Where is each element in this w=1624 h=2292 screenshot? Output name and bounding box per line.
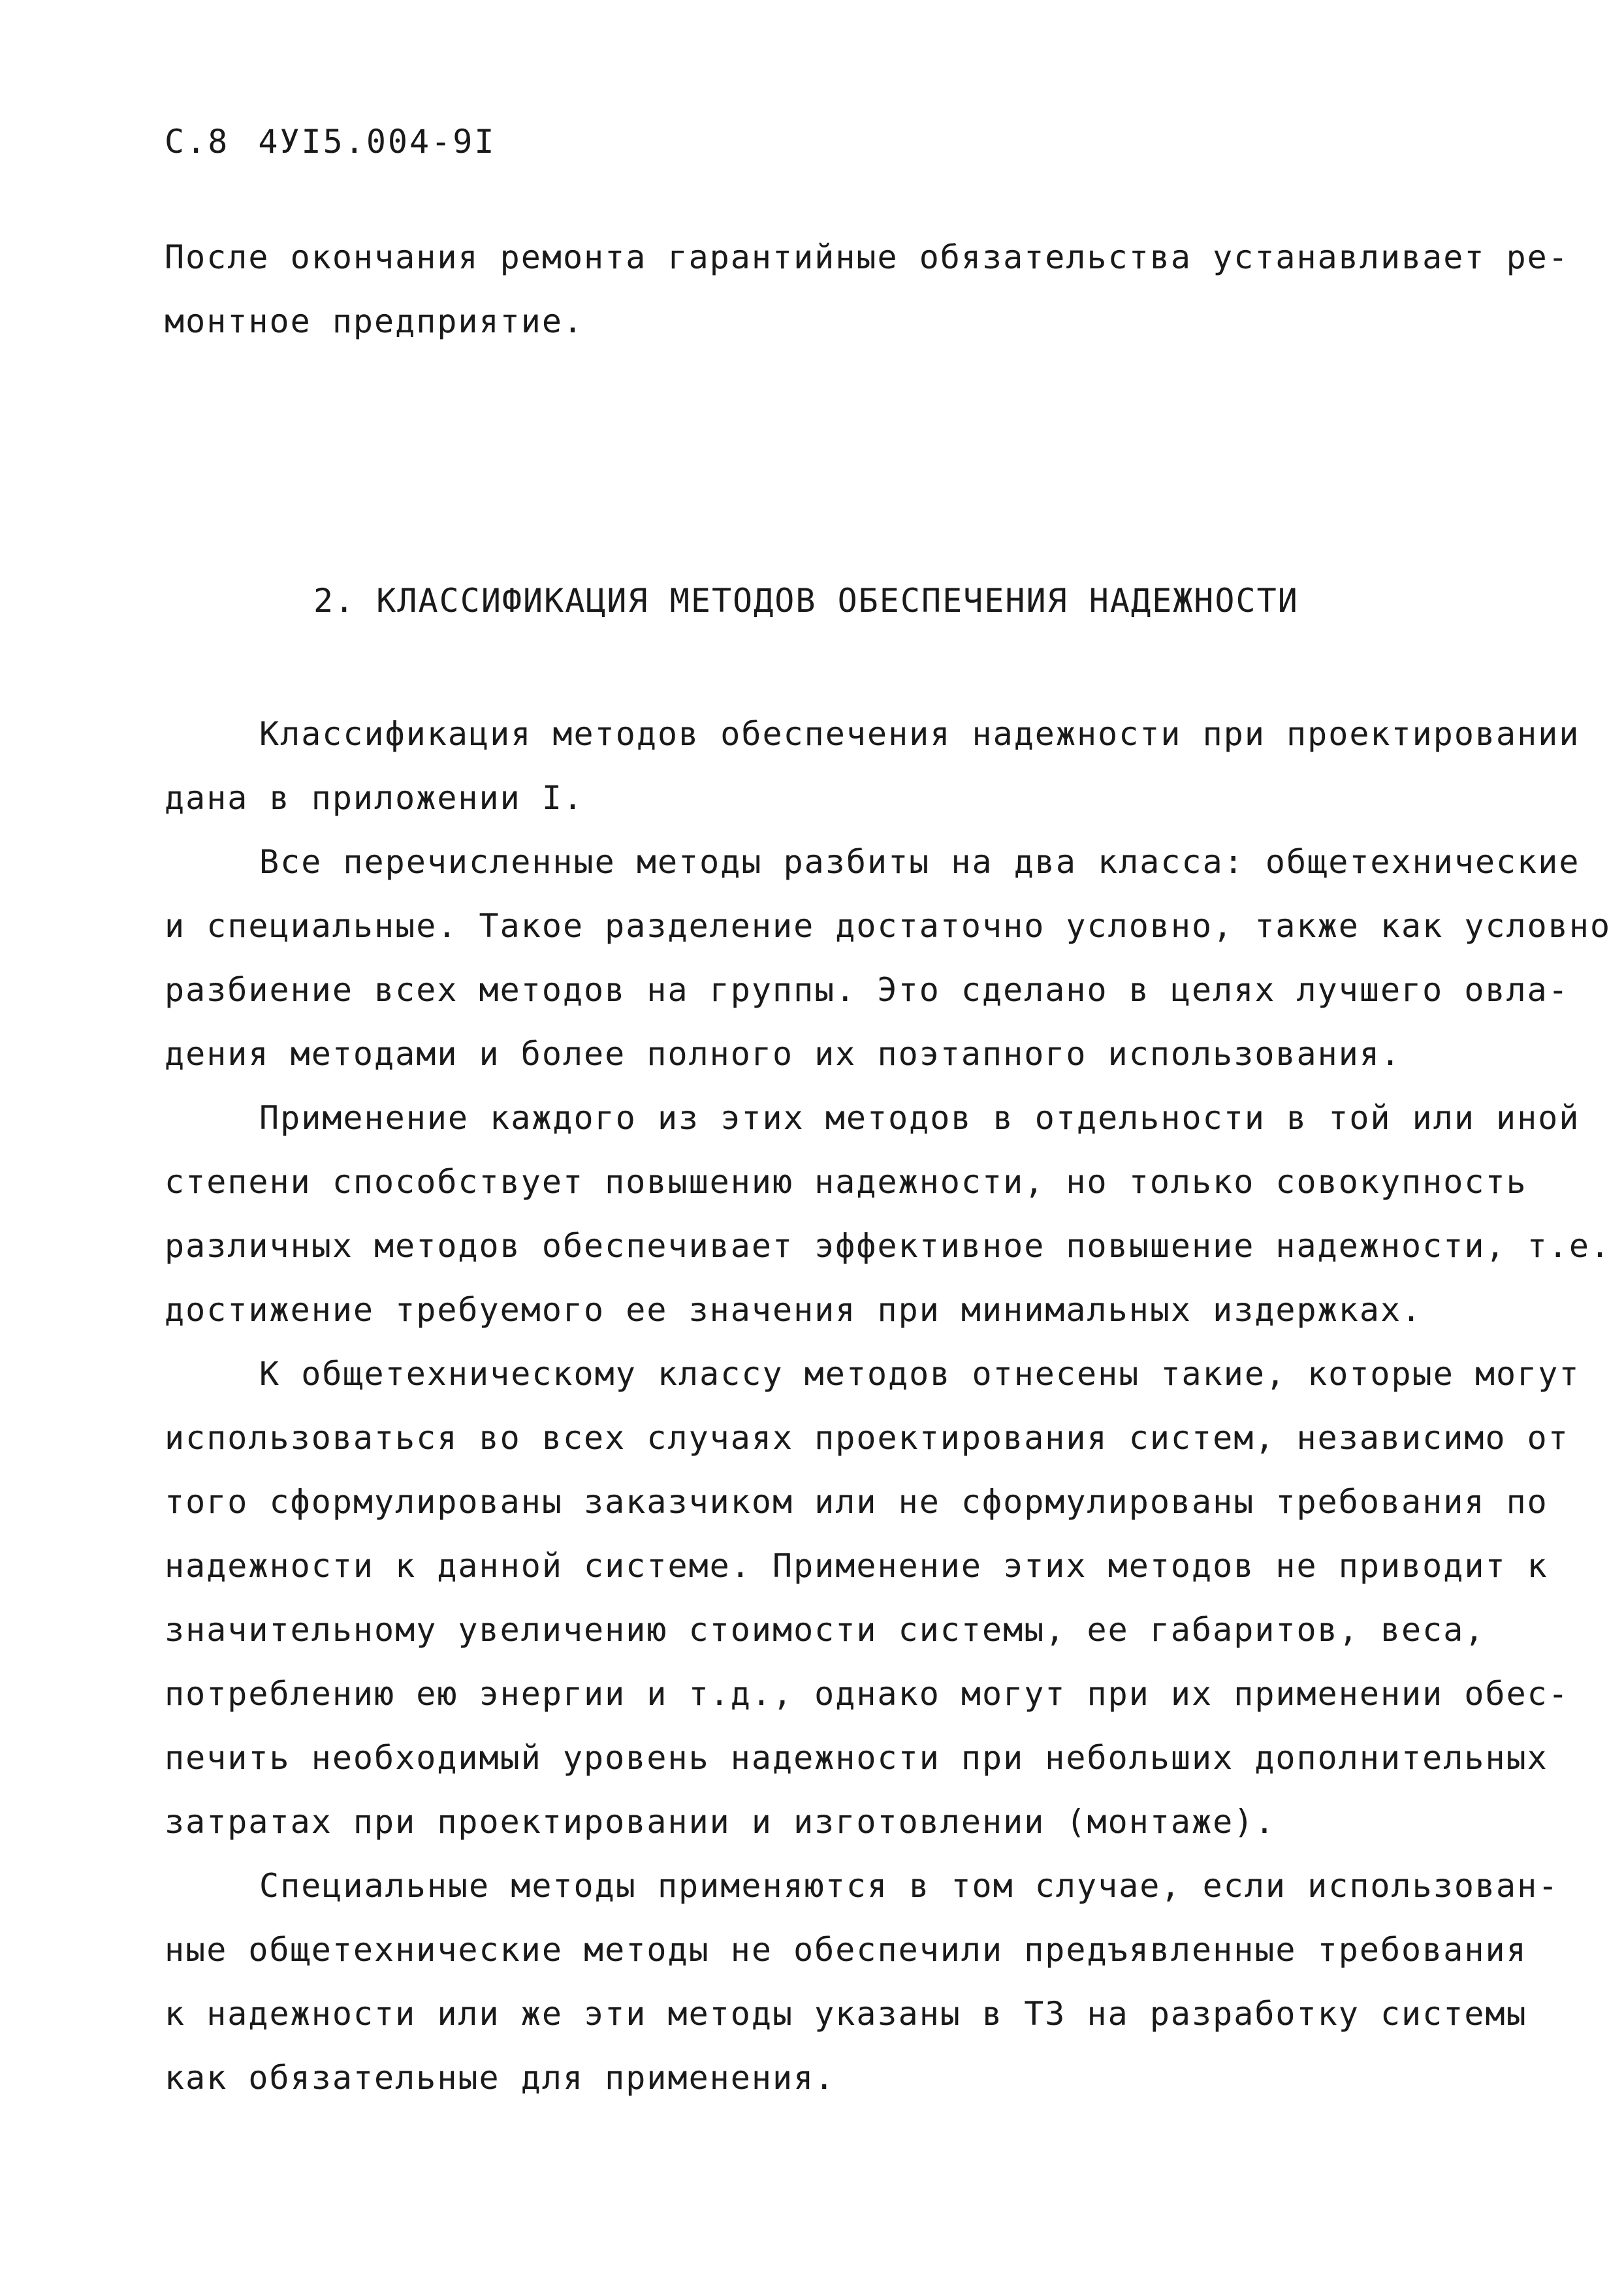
text-line: и специальные. Такое разделение достаточно условно, также как условно	[165, 907, 1612, 945]
paragraph	[165, 1086, 1612, 1342]
text-line: затратах при проектировании и изготовлении (монтаже).	[165, 1803, 1276, 1841]
text-line: Специальные методы применяются в том случае, если использован-	[259, 1867, 1559, 1905]
paragraph	[165, 702, 1580, 830]
document-code: 4УI5.004-9I	[258, 123, 496, 161]
section-body	[165, 702, 1612, 2110]
page-number: С.8	[165, 123, 230, 161]
text-line: дана в приложении I.	[165, 779, 584, 817]
section-title: 2. КЛАССИФИКАЦИЯ МЕТОДОВ ОБЕСПЕЧЕНИЯ НАДЕЖНОСТИ	[313, 582, 1299, 620]
text-line: того сформулированы заказчиком или не сформулированы требования по	[165, 1483, 1548, 1521]
text-line: печить необходимый уровень надежности при небольших дополнительных	[165, 1739, 1548, 1777]
text-line: монтное предприятие.	[165, 302, 584, 340]
text-line: дения методами и более полного их поэтапного использования.	[165, 1035, 1402, 1073]
text-line: ные общетехнические методы не обеспечили предъявленные требования	[165, 1931, 1527, 1969]
text-line: достижение требуемого ее значения при минимальных издержках.	[165, 1291, 1423, 1329]
text-line: надежности к данной системе. Применение этих методов не приводит к	[165, 1547, 1548, 1585]
text-line: Классификация методов обеспечения надежности при проектировании	[259, 715, 1580, 753]
text-line: использоваться во всех случаях проектирования систем, независимо от	[165, 1419, 1569, 1457]
intro-paragraph	[165, 225, 1569, 353]
text-line: как обязательные для применения.	[165, 2059, 836, 2097]
text-line: После окончания ремонта гарантийные обязательства устанавливает ре-	[165, 238, 1569, 276]
paragraph	[165, 1342, 1580, 1854]
text-line: К общетехническому классу методов отнесены такие, которые могут	[259, 1355, 1580, 1393]
text-line: к надежности или же эти методы указаны в ТЗ на разработку системы	[165, 1995, 1527, 2033]
paragraph	[165, 1854, 1559, 2110]
paragraph	[165, 830, 1612, 1086]
text-line: Применение каждого из этих методов в отдельности в той или иной	[259, 1099, 1580, 1137]
text-line: Все перечисленные методы разбиты на два класса: общетехнические	[259, 843, 1580, 881]
text-line: разбиение всех методов на группы. Это сделано в целях лучшего овла-	[165, 971, 1569, 1009]
text-line: различных методов обеспечивает эффективное повышение надежности, т.е.	[165, 1227, 1612, 1265]
text-line: степени способствует повышению надежности, но только совокупность	[165, 1163, 1527, 1201]
text-line: потреблению ею энергии и т.д., однако могут при их применении обес-	[165, 1675, 1569, 1713]
page-header	[165, 119, 496, 165]
text-line: значительному увеличению стоимости системы, ее габаритов, веса,	[165, 1611, 1486, 1649]
